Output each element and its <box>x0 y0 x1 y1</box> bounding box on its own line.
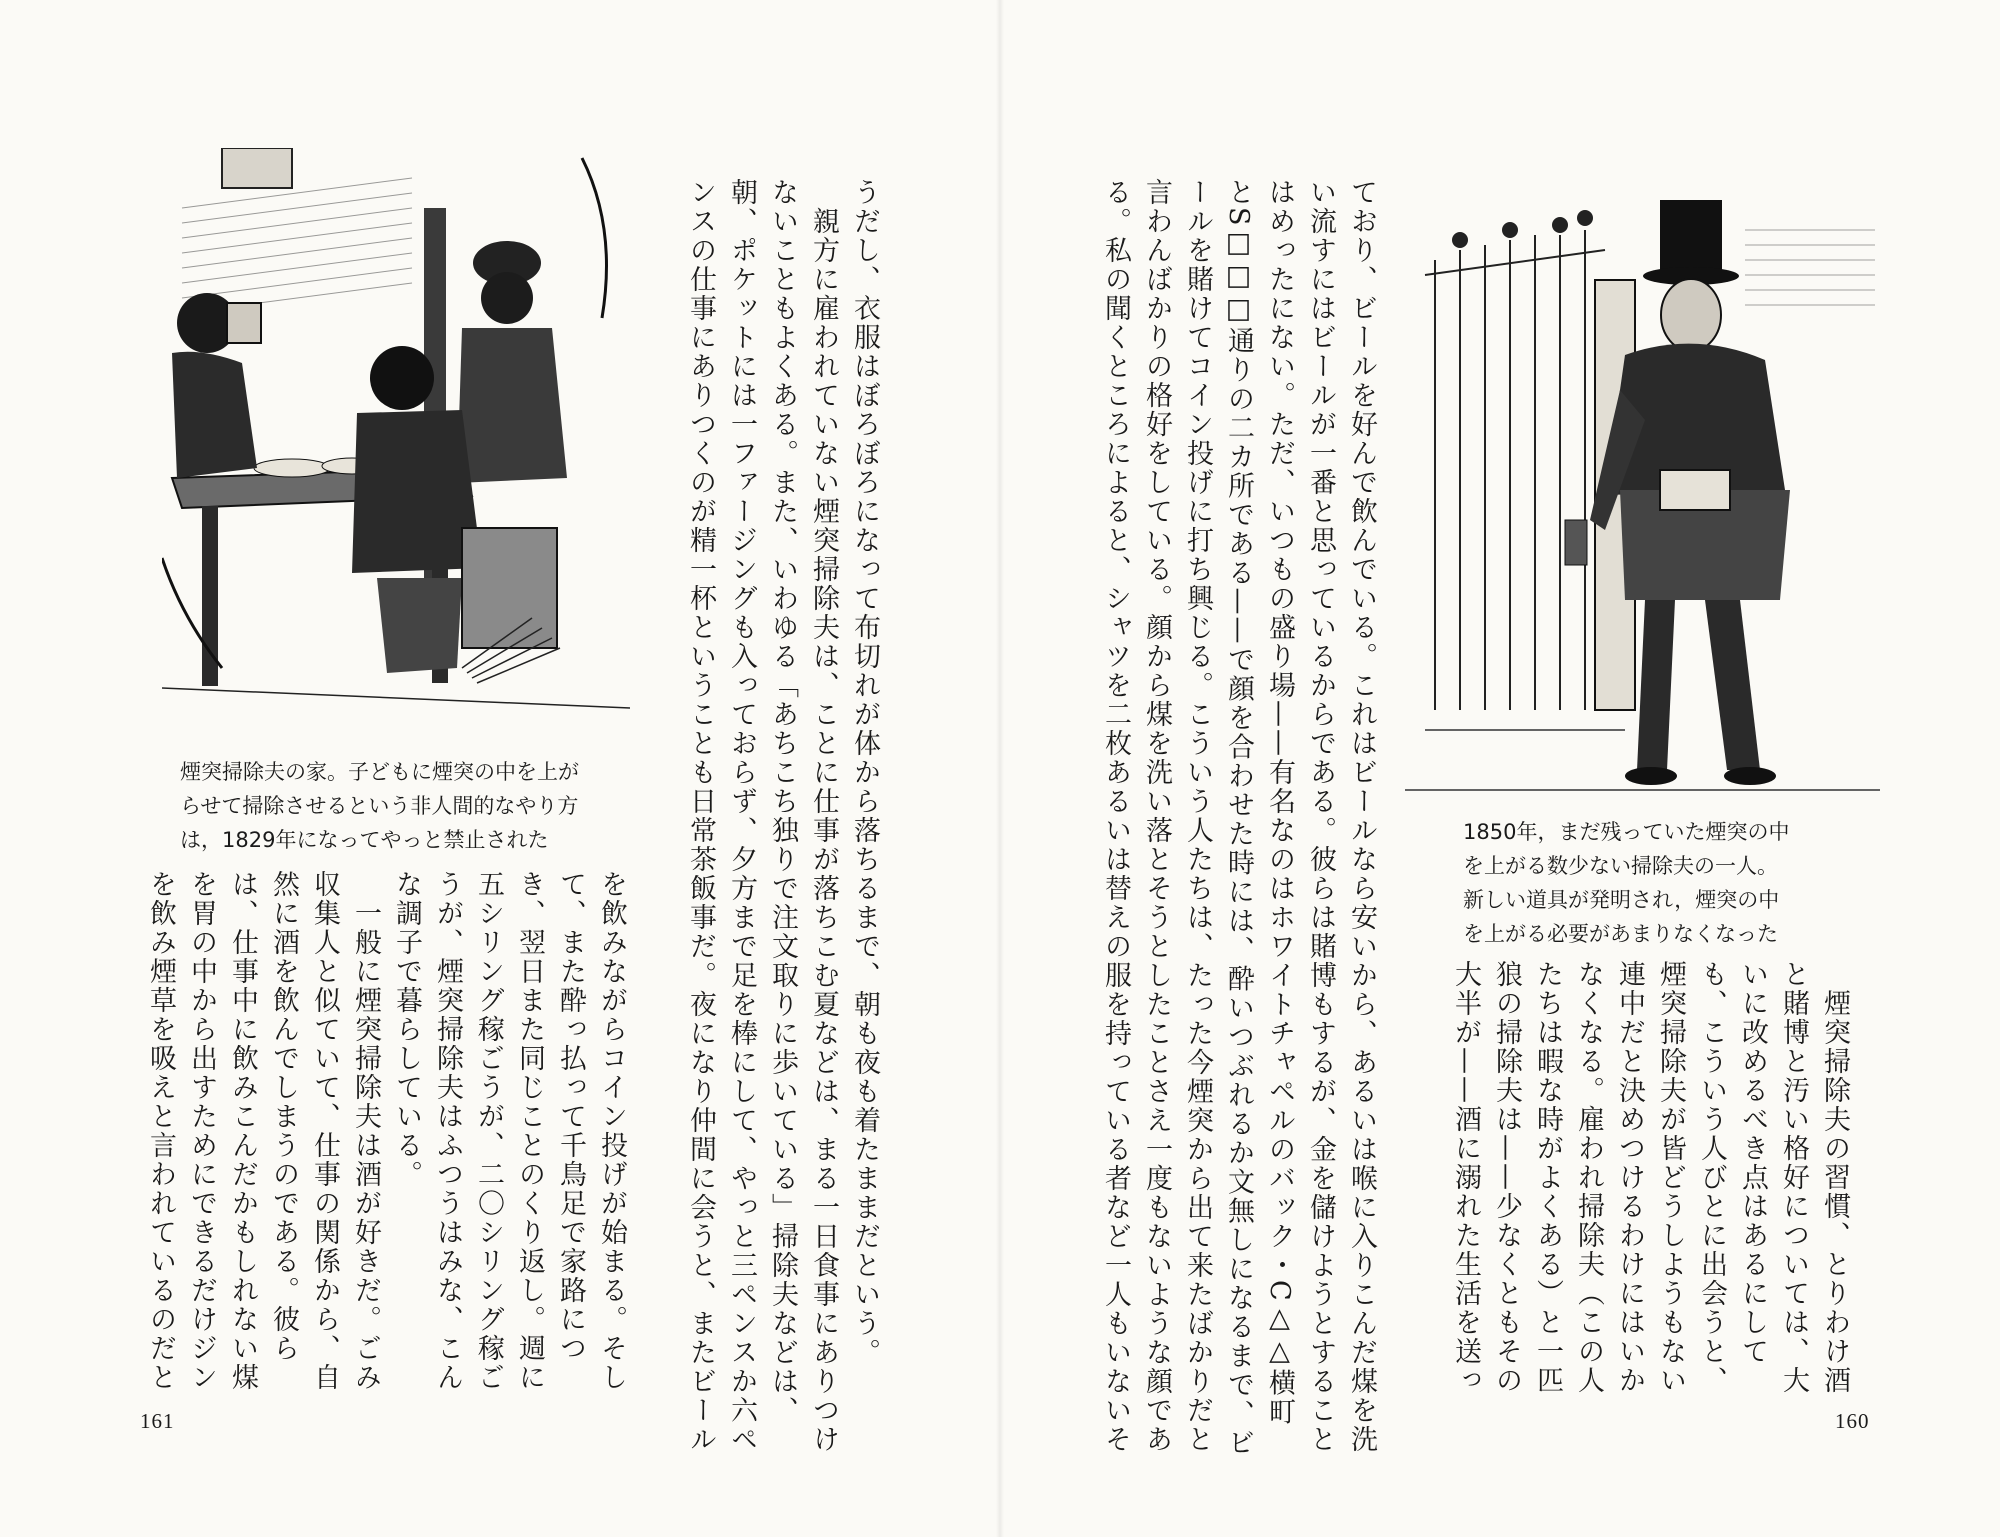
illustration-chimney-sweeps-house <box>162 148 630 730</box>
page-number: 161 <box>140 1409 175 1433</box>
text-column: はめったにない。ただ、いつもの盛り場——有名なのはホワイトチャペルのバック・C△△横町 <box>1264 178 1295 1427</box>
illustration-caption <box>1463 815 1789 951</box>
text-column: を飲みながらコイン投げが始まる。そし <box>596 870 627 1392</box>
illustration-caption <box>180 755 579 857</box>
text-column: 狼の掃除夫は——少なくともその <box>1491 960 1522 1395</box>
text-column: 煙突掃除夫が皆どうしようもない <box>1655 960 1686 1395</box>
caption-line: 煙突掃除夫の家。子どもに煙突の中を上が <box>180 760 579 784</box>
text-column: 言わんばかりの格好をしている。顔から煤を洗い落とそうとしたことさえ一度もないような顔であ <box>1141 178 1172 1454</box>
text-column: を飲み煙草を吸えと言われているのだと <box>145 870 176 1392</box>
caption-line: 新しい道具が発明され，煙突の中 <box>1463 888 1780 912</box>
text-column: うが、煙突掃除夫はふつうはみな、こん <box>432 870 463 1392</box>
text-column: ないこともよくある。また、いわゆる「あちこち独りで注文取りに歩いている」掃除夫などは、 <box>767 178 798 1425</box>
text-column: 一般に煙突掃除夫は酒が好きだ。ごみ <box>350 870 381 1392</box>
caption-line: を上がる数少ない掃除夫の一人。 <box>1463 854 1778 878</box>
caption-line: は，1829年になってやっと禁止された <box>180 828 549 852</box>
caption-line: を上がる必要があまりなくなった <box>1463 922 1778 946</box>
text-column: い流すにはビールが一番と思っているからである。彼らは賭博もするが、金を儲けようとすること <box>1305 178 1336 1454</box>
caption-line: らせて掃除させるという非人間的なやり方 <box>180 794 579 818</box>
text-column: ールを賭けてコイン投げに打ち興じる。こういう人たちは、たった今煙突から出て来たばかりだと <box>1182 178 1213 1454</box>
text-column: も、こういう人びとに出会うと、 <box>1696 960 1727 1395</box>
caption-line: 1850年，まだ残っていた煙突の中 <box>1463 820 1790 844</box>
text-column: 連中だと決めつけるわけにはいか <box>1614 960 1645 1395</box>
text-column: 大半が——酒に溺れた生活を送っ <box>1450 960 1481 1395</box>
text-column: たちは暇な時がよくある）と一匹 <box>1532 960 1563 1395</box>
illustration-chimney-sweep-top-hat <box>1405 190 1880 805</box>
text-column: ンスの仕事にありつくのが精一杯ということも日常茶飯事だ。夜になり仲間に会うと、またビール <box>685 178 716 1454</box>
body-text-upper <box>680 178 885 1454</box>
text-column: とS□□□通りの二カ所である——で顔を合わせた時には、酔いつぶれるか文無しになるまで、ビ <box>1223 178 1254 1458</box>
engraving-image <box>162 148 630 730</box>
text-column: は、仕事中に飲みこんだかもしれない煤 <box>227 870 258 1392</box>
text-column: 煙突掃除夫の習慣、とりわけ酒 <box>1819 960 1850 1395</box>
text-column: 然に酒を飲んでしまうのである。彼ら <box>268 870 299 1363</box>
engraving-image <box>1405 190 1880 805</box>
text-column: ており、ビールを好んで飲んでいる。これはビールなら安いから、あるいは喉に入りこんだ煤を洗 <box>1346 178 1377 1454</box>
text-column: なくなる。雇われ掃除夫（この人 <box>1573 960 1604 1395</box>
body-text-upper <box>1095 178 1382 1458</box>
body-text-lower <box>1445 960 1855 1400</box>
text-column: 収集人と似ていて、仕事の関係から、自 <box>309 870 340 1392</box>
text-column: うだし、衣服はぼろぼろになって布切れが体から落ちるまで、朝も夜も着たままだという。 <box>849 178 880 1367</box>
text-column: 五シリング稼ごうが、二〇シリング稼ご <box>473 870 504 1392</box>
text-column: いに改めるべき点はあるにして <box>1737 960 1768 1366</box>
right-page <box>1000 0 2000 1537</box>
text-column: て、また酔っ払って千鳥足で家路につ <box>555 870 586 1363</box>
text-column: な調子で暮らしている。 <box>391 870 422 1189</box>
text-column: き、翌日また同じことのくり返し。週に <box>514 870 545 1392</box>
text-column: る。私の聞くところによると、シャツを二枚あるいは替えの服を持っている者など一人もいないそ <box>1100 178 1131 1454</box>
text-column: 朝、ポケットには一ファージングも入っておらず、夕方まで足を棒にして、やっと三ペンスか六ペ <box>726 178 757 1454</box>
text-column: を胃の中から出すためにできるだけジン <box>186 870 217 1392</box>
text-column: と賭博と汚い格好については、大 <box>1778 960 1809 1395</box>
page-number: 160 <box>1835 1409 1870 1433</box>
text-column: 親方に雇われていない煙突掃除夫は、ことに仕事が落ちこむ夏などは、まる一日食事にありつけ <box>808 178 839 1454</box>
body-text-lower <box>140 870 632 1400</box>
